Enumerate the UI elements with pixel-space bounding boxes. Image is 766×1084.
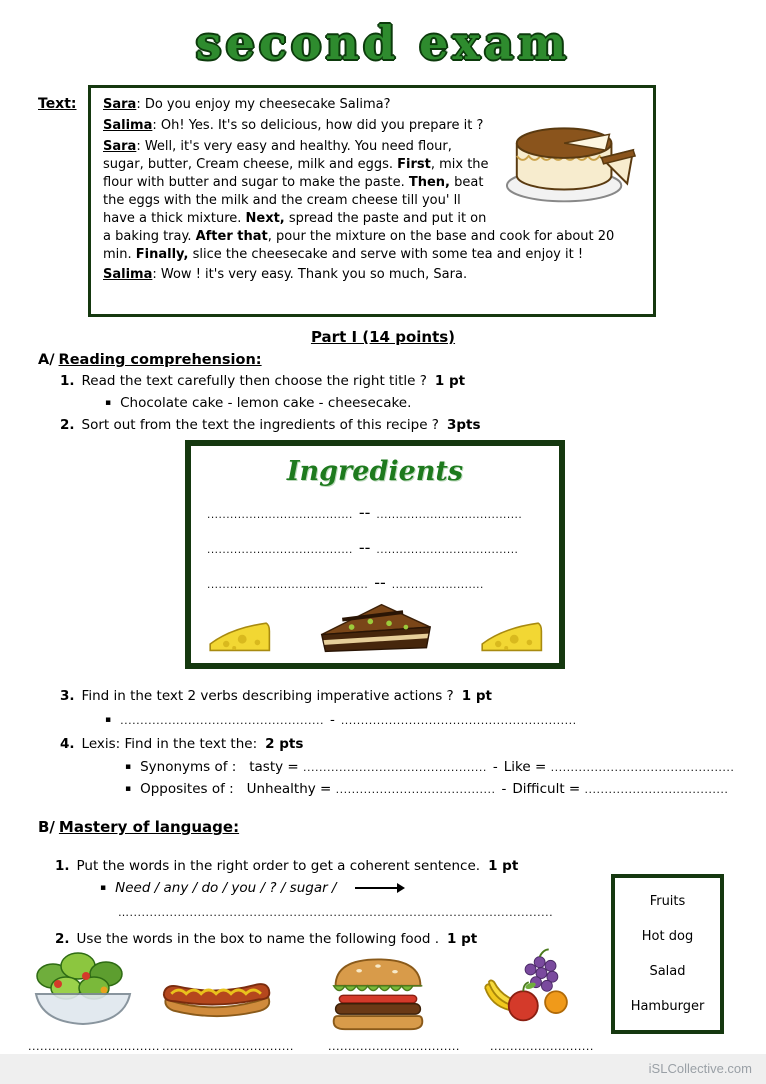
question-b2: [55, 931, 477, 947]
separator: -: [329, 712, 335, 728]
bold-word: Next,: [245, 210, 285, 226]
bullet-icon: ▪: [125, 762, 132, 772]
word-bank-item: Hamburger: [630, 999, 705, 1014]
bold-word: After that: [195, 228, 268, 244]
answer-blank: .....................................: [376, 544, 519, 556]
speaker-name: Sara: [103, 97, 137, 112]
right-arrow-icon: [355, 882, 405, 894]
word-label: Difficult =: [512, 781, 581, 797]
cake-slice-icon: [314, 599, 436, 657]
answer-blank: ..............................................: [550, 761, 735, 774]
points-label: 1 pt: [488, 858, 519, 874]
question-a3-blanks: [105, 712, 577, 728]
answer-blank: ..............................................: [303, 761, 487, 774]
fruits-icon: [476, 938, 576, 1030]
fruits-image: [476, 938, 576, 1034]
points-label: 1 pt: [434, 373, 466, 389]
ingredients-blank-row: [207, 538, 559, 557]
separator: --: [374, 573, 386, 592]
question-a1: [60, 373, 465, 389]
bold-word: Finally,: [135, 246, 189, 262]
word-bank-item: Fruits: [649, 894, 686, 909]
dialogue-text: : Well, it's very easy and healthy. You need flour, sugar, butter, Cream cheese, milk and eggs.: [103, 138, 452, 172]
dialogue-text: spread the paste and put it on a baking tray.: [103, 210, 487, 244]
dialogue-text: , pour the mixture on the base and cook for about 20 min.: [103, 228, 615, 262]
points-label: 1 pt: [447, 931, 478, 947]
bold-word: First: [397, 156, 431, 172]
question-text: Sort out from the text the ingredients of this recipe ?: [81, 417, 439, 433]
options-text: Chocolate cake - lemon cake - cheesecake.: [120, 395, 412, 411]
ingredients-box: [185, 440, 565, 669]
food-answer-blank: .................................: [162, 1040, 294, 1053]
question-text: Read the text carefully then choose the right title ?: [81, 373, 427, 389]
answer-blank: ......................................: [207, 509, 353, 521]
part1-heading: Part I (14 points): [310, 328, 456, 346]
separator: --: [358, 538, 371, 557]
word-label: Unhealthy =: [246, 781, 332, 797]
answer-blank: ...................................................: [120, 714, 324, 727]
speaker-name: Salima: [103, 117, 153, 133]
separator: --: [358, 503, 371, 522]
hot-dog-icon: [156, 962, 278, 1018]
dialogue-text: slice the cheesecake and serve with some tea and enjoy it !: [188, 246, 584, 262]
footer-strip: [0, 1054, 766, 1084]
cheesecake-image: [503, 98, 641, 210]
salad-icon: [28, 946, 138, 1032]
ingredients-blank-row: [207, 503, 559, 522]
hot-dog-image: [156, 962, 278, 1022]
points-label: 3pts: [446, 417, 481, 433]
bullet-icon: ▪: [125, 784, 132, 794]
speaker-name: Salima: [103, 267, 153, 283]
bullet-icon: ▪: [105, 398, 112, 408]
question-b1-words: [100, 880, 405, 896]
answer-blank: ....................................: [584, 783, 729, 796]
synonyms-label: Synonyms of :: [140, 759, 237, 775]
dialogue-text: beat the eggs with the milk and the cream cheese till you' ll have a thick mixture.: [103, 174, 484, 226]
dialogue-text: : Oh! Yes. It's so delicious, how did you prepare it ?: [152, 117, 484, 133]
answer-blank: ......................................: [376, 509, 523, 521]
word-bank-item: Hot dog: [641, 929, 694, 944]
question-number: 1.: [55, 858, 70, 874]
food-answer-blank: ..........................: [490, 1040, 594, 1053]
points-label: 1 pt: [461, 688, 492, 704]
question-text: Lexis: Find in the text the:: [81, 736, 258, 752]
word-label: tasty =: [249, 759, 299, 775]
salad-image: [28, 946, 138, 1036]
answer-blank: ...........................................................: [340, 714, 577, 727]
section-b-heading: [38, 818, 239, 836]
question-number: 3.: [60, 688, 75, 704]
bold-word: Then,: [408, 174, 450, 190]
watermark: iSLCollective.com: [648, 1061, 752, 1076]
cheese-icon: [207, 615, 271, 657]
separator: -: [492, 759, 498, 775]
reading-text-box: [88, 85, 656, 317]
opposites-label: Opposites of :: [140, 781, 234, 797]
answer-blank: ......................................: [207, 544, 353, 556]
section-a-title: Reading comprehension:: [58, 352, 262, 368]
question-a3: [60, 688, 492, 704]
question-a1-options: [105, 395, 411, 411]
question-text: Use the words in the box to name the following food .: [76, 931, 440, 947]
scrambled-words: Need / any / do / you / ? / sugar /: [115, 880, 337, 896]
question-text: Put the words in the right order to get a coherent sentence.: [76, 858, 481, 874]
cheese-icon: [479, 615, 543, 657]
bullet-icon: ▪: [105, 715, 112, 725]
cheesecake-icon: [503, 98, 641, 208]
separator: -: [501, 781, 507, 797]
question-number: 4.: [60, 736, 75, 752]
question-b1: [55, 858, 518, 874]
word-bank-item: Salad: [649, 964, 686, 979]
question-b1-answer-line: [118, 904, 553, 920]
section-a-heading: [38, 352, 262, 368]
bullet-icon: ▪: [100, 883, 107, 893]
question-a4-opposites: [125, 781, 728, 797]
word-label: Like =: [503, 759, 547, 775]
question-number: 2.: [60, 417, 75, 433]
hamburger-icon: [326, 950, 430, 1033]
ingredients-images: [191, 599, 559, 657]
dialogue-line-4: [103, 266, 641, 284]
question-number: 2.: [55, 931, 70, 947]
speaker-name: Sara: [103, 138, 137, 154]
word-bank-box: [611, 874, 724, 1034]
dialogue-text: , mix the flour with butter and sugar to make the paste.: [103, 156, 489, 190]
hamburger-image: [326, 950, 430, 1037]
page-title: second exam: [195, 16, 571, 70]
answer-blank: …..........................................................................................................: [118, 906, 554, 919]
section-b-title: Mastery of language:: [58, 818, 240, 836]
ingredients-blank-row: [207, 573, 559, 592]
section-a-prefix: A/: [38, 352, 55, 368]
text-label: Text:: [38, 96, 77, 112]
question-a4: [60, 736, 303, 752]
dialogue-text: : Do you enjoy my cheesecake Salima?: [136, 97, 391, 112]
question-a2: [60, 417, 481, 433]
question-number: 1.: [60, 373, 75, 389]
points-label: 2 pts: [265, 736, 304, 752]
ingredients-title: Ingredients: [286, 456, 464, 487]
answer-blank: ........................: [391, 579, 484, 591]
answer-blank: ........................................: [335, 783, 496, 796]
food-answer-blank: .................................: [28, 1040, 160, 1053]
section-b-prefix: B/: [38, 818, 55, 836]
question-a4-synonyms: [125, 759, 734, 775]
question-text: Find in the text 2 verbs describing imperative actions ?: [81, 688, 454, 704]
answer-blank: ..........................................: [207, 579, 369, 591]
dialogue-text: : Wow ! it's very easy. Thank you so much, Sara.: [152, 267, 468, 283]
food-answer-blank: .................................: [328, 1040, 460, 1053]
